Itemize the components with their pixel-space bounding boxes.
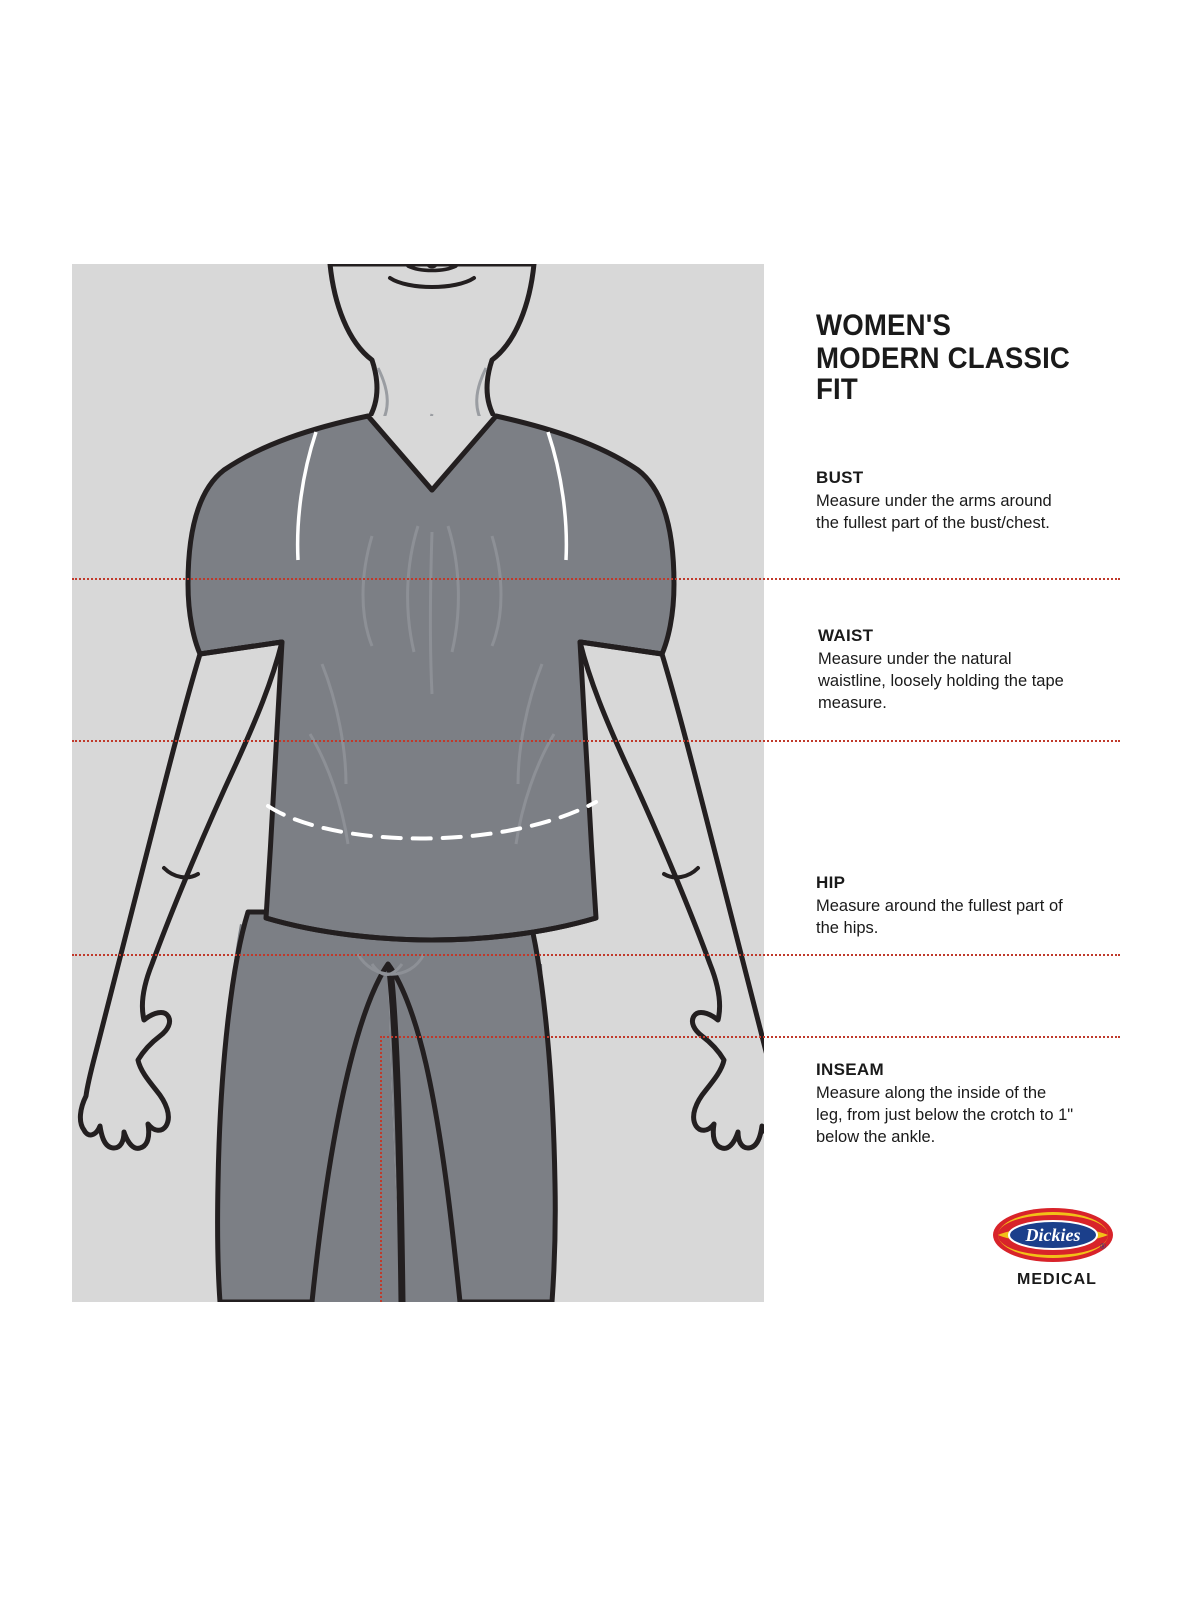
measurement-block-bust	[816, 468, 1076, 535]
dickies-logo-icon	[992, 1205, 1114, 1265]
page-title	[816, 310, 1126, 406]
measurement-description-bust: Measure under the arms around the fullest part of the bust/chest.	[816, 492, 1052, 532]
guide-line-inseam-vertical	[380, 1036, 382, 1302]
measurement-title-waist: WAIST	[818, 626, 874, 645]
title-line-women: WOMEN'S	[816, 309, 952, 342]
measurement-title-hip: HIP	[816, 873, 846, 892]
guide-line-hip	[72, 954, 1120, 956]
guide-line-bust	[72, 578, 1120, 580]
svg-text:®: ®	[1100, 1242, 1106, 1251]
measurement-block-waist	[818, 626, 1078, 715]
svg-text:Dickies: Dickies	[1025, 1225, 1081, 1245]
measurement-title-bust: BUST	[816, 468, 864, 487]
guide-line-inseam	[380, 1036, 1120, 1038]
measurement-description-waist: Measure under the natural waistline, loosely holding the tape measure.	[818, 650, 1064, 712]
measurement-description-inseam: Measure along the inside of the leg, from just below the crotch to 1" below the ankle.	[816, 1084, 1074, 1146]
title-line-fit: MODERN CLASSIC FIT	[816, 342, 1071, 407]
measurement-block-hip	[816, 873, 1076, 940]
measurement-block-inseam	[816, 1060, 1076, 1149]
illustration-panel	[72, 264, 764, 1302]
guide-line-waist	[72, 740, 1120, 742]
brand-logo	[992, 1205, 1122, 1289]
measurement-description-hip: Measure around the fullest part of the hips.	[816, 897, 1063, 937]
female-figure-illustration	[72, 264, 764, 1302]
measurement-title-inseam: INSEAM	[816, 1060, 884, 1079]
info-column	[816, 310, 1126, 406]
brand-sub-label: MEDICAL	[1017, 1271, 1097, 1288]
